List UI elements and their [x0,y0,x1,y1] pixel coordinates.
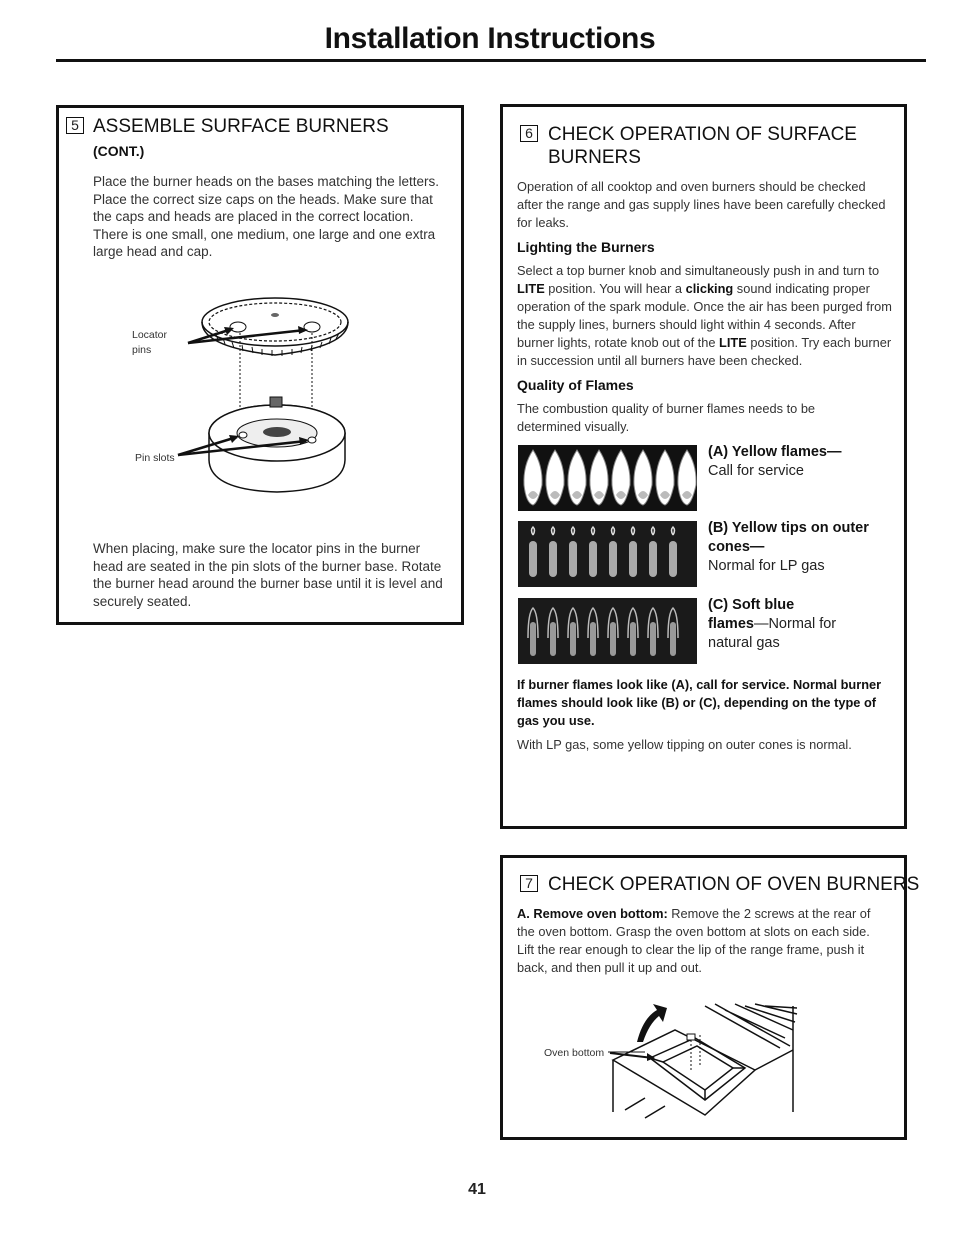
section-5-subheading: (CONT.) [93,143,145,159]
burner-assembly-illustration [120,285,360,500]
section-7-number: 7 [520,875,538,892]
lite-keyword: LITE [517,281,545,296]
flame-image-a [518,445,697,511]
page-number: 41 [468,1181,486,1198]
flame-label-a: (A) Yellow flames— Call for service [708,444,842,479]
section-6-heading: CHECK OPERATION OF SURFACE BURNERS [548,124,857,168]
flame-note: With LP gas, some yellow tipping on outer cones is normal. [517,737,852,752]
section-6-intro: Operation of all cooktop and oven burners should be checked after the range and gas supply lines have been carefully checked for leaks. [517,179,886,230]
flame-warning: If burner flames look like (A), call for service. Normal burner flames should look like (B) or (C), depending on the type of gas you use. [517,677,882,728]
section-5-number: 5 [66,117,84,134]
label-pin-slots: Pin slots [135,452,175,464]
label-locator-pins: Locator pins [132,329,168,356]
clicking-keyword: clicking [685,281,734,296]
quality-heading: Quality of Flames [517,377,634,393]
flame-label-b: (B) Yellow tips on outer cones— Normal for LP gas [708,520,869,574]
lighting-heading: Lighting the Burners [517,239,655,255]
section-7-step: A. Remove oven bottom: Remove the 2 screws at the rear of the oven bottom. Grasp the oven bottom at slots on each side. Lift the rear enough to clear the lip of the range frame, push it back, and then pull it up and out. [517,906,871,975]
oven-bottom-illustration [605,1000,800,1120]
section-5-intro: Place the burner heads on the bases matching the letters. Place the correct size caps on the heads. Make sure that the caps and heads are placed in the correct location. There is one small, one medium, one large and one extra large head and cap. [93,174,439,259]
page-title: Installation Instructions [324,22,656,55]
flame-label-c: (C) Soft blue flames—Normal for natural gas [708,597,837,651]
flame-image-b [518,521,697,587]
label-oven-bottom: Oven bottom [544,1047,605,1059]
section-7-heading: CHECK OPERATION OF OVEN BURNERS [548,874,920,895]
section-5-heading: ASSEMBLE SURFACE BURNERS [93,116,389,137]
quality-text: The combustion quality of burner flames needs to be determined visually. [517,401,816,434]
section-5-closing: When placing, make sure the locator pins in the burner head are seated in the pin slots of the burner base. Rotate the burner head around the burner base until it is level and securely seated. [93,541,443,609]
section-6-number: 6 [520,125,538,142]
lighting-text: Select a top burner knob and simultaneously push in and turn to LITE position. You will hear a clicking sound indicating proper operation of the spark module. Once the air has been purged from the supply lines, burners should light within 4 seconds. After burner lights, rotate knob out of the LITE position. Try each burner in succession until all burners have been checked. [517,263,892,368]
title-rule [56,59,926,62]
lite-keyword: LITE [719,335,747,350]
flame-image-c [518,598,697,664]
